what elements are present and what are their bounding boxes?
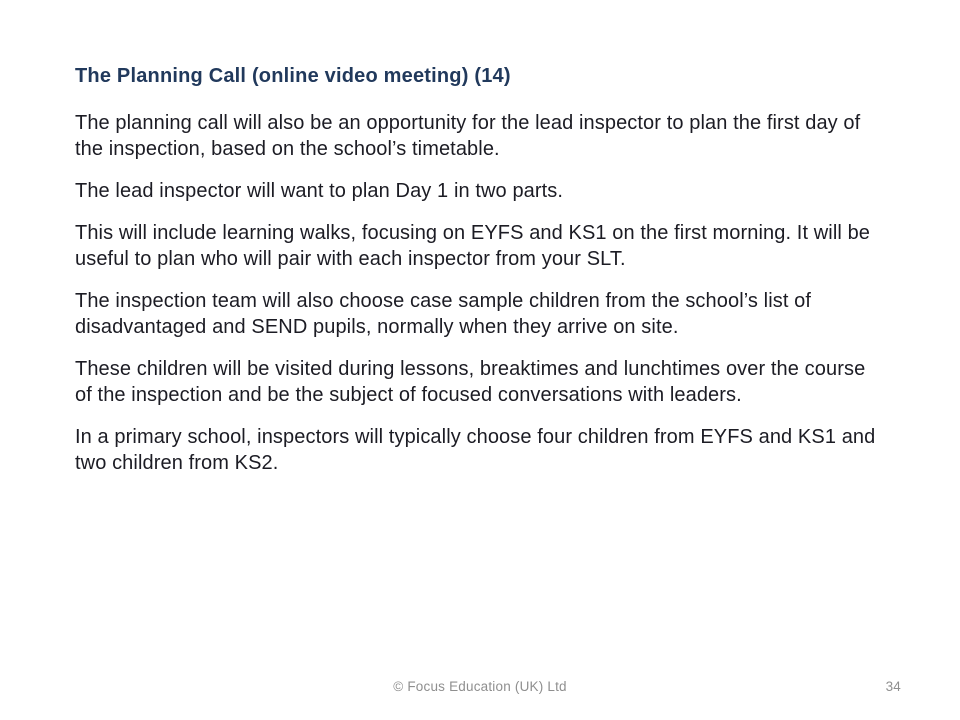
footer-copyright: © Focus Education (UK) Ltd bbox=[393, 679, 567, 694]
page-number: 34 bbox=[885, 679, 901, 694]
paragraph-2: The lead inspector will want to plan Day 1 in two parts. bbox=[75, 180, 564, 202]
paragraph-3: This will include learning walks, focusing on EYFS and KS1 on the first morning. It will be useful to plan who will pair with each inspector from your SLT. bbox=[75, 222, 871, 270]
slide-title: The Planning Call (online video meeting) (14) bbox=[75, 65, 511, 87]
slide-footer bbox=[0, 679, 960, 697]
paragraph-1: The planning call will also be an opportunity for the lead inspector to plan the first day of the inspection, based on the school’s timetable. bbox=[75, 112, 861, 160]
paragraph-6: In a primary school, inspectors will typically choose four children from EYFS and KS1 and two children from KS2. bbox=[75, 426, 876, 474]
paragraph-4: The inspection team will also choose case sample children from the school’s list of disadvantaged and SEND pupils, normally when they arrive on site. bbox=[75, 290, 812, 338]
paragraph-5: These children will be visited during lessons, breaktimes and lunchtimes over the course of the inspection and be the subject of focused conversations with leaders. bbox=[75, 358, 866, 406]
slide-content bbox=[75, 64, 887, 492]
